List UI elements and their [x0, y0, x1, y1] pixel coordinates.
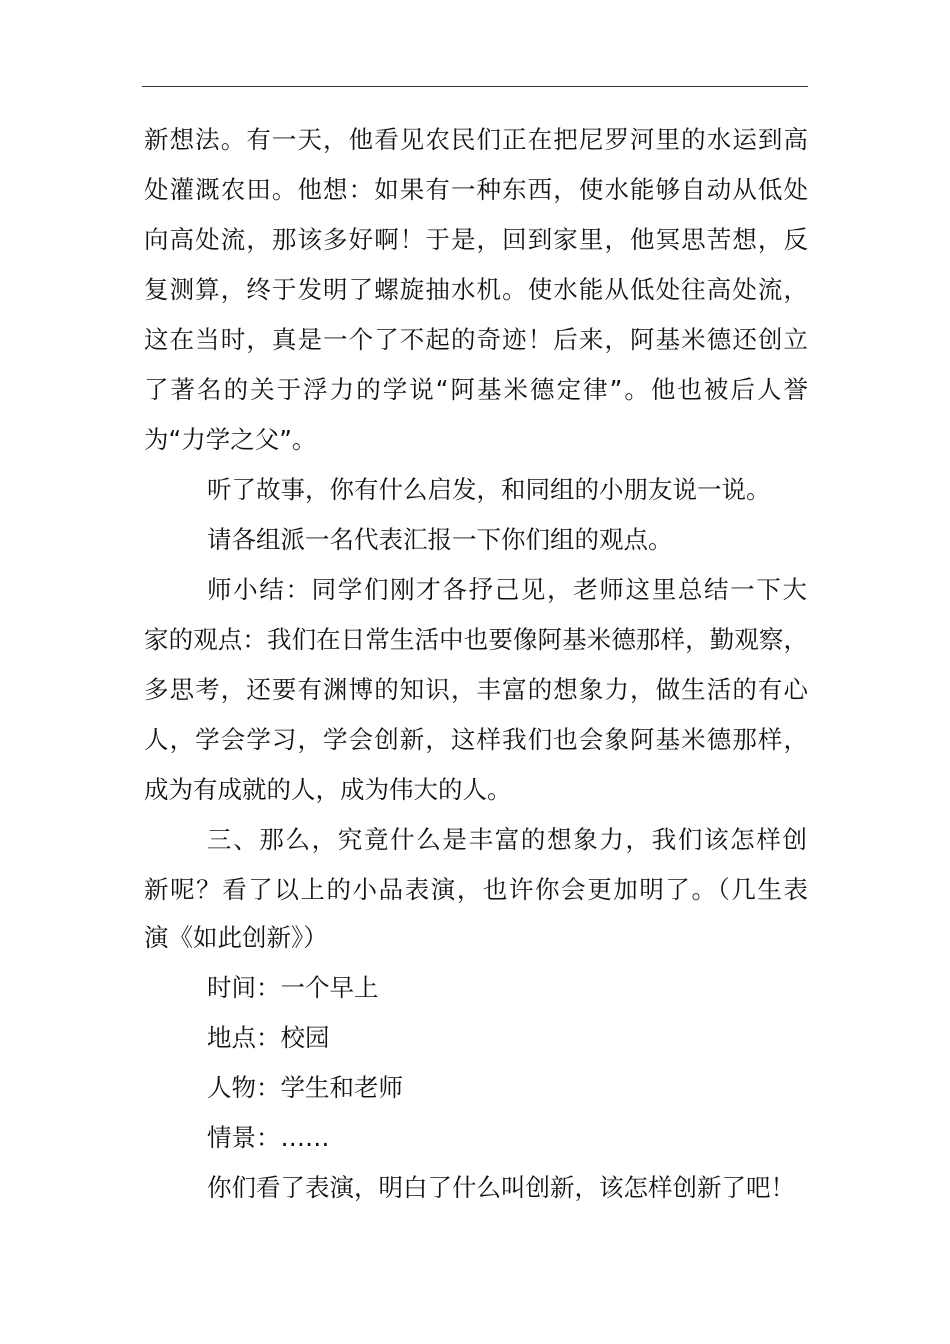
paragraph-line: 请各组派一名代表汇报一下你们组的观点。 — [207, 525, 673, 554]
paragraph-line: 三、那么，究竟什么是丰富的想象力，我们该怎样创 — [207, 825, 807, 854]
paragraph-line: 师小结：同学们刚才各抒己见，老师这里总结一下大 — [207, 575, 807, 604]
paragraph-line: 处灌溉农田。他想：如果有一种东西，使水能够自动从低处 — [144, 175, 808, 204]
paragraph-line: 新想法。有一天，他看见农民们正在把尼罗河里的水运到高 — [144, 125, 808, 154]
paragraph-line: 成为有成就的人，成为伟大的人。 — [144, 775, 512, 804]
paragraph-line: 新呢？看了以上的小品表演，也许你会更加明了。（几生表 — [144, 875, 808, 904]
script-place: 地点：校园 — [207, 1023, 330, 1052]
header-rule — [142, 86, 808, 87]
paragraph-line: 听了故事，你有什么启发，和同组的小朋友说一说。 — [207, 475, 771, 504]
paragraph-line: 家的观点：我们在日常生活中也要像阿基米德那样，勤观察， — [144, 625, 808, 654]
script-scene: 情景：…… — [207, 1123, 330, 1152]
paragraph-line: 了著名的关于浮力的学说“阿基米德定律”。他也被后人誉 — [144, 375, 808, 404]
paragraph-line: 多思考，还要有渊博的知识，丰富的想象力，做生活的有心 — [144, 675, 808, 704]
paragraph-line: 演《如此创新》） — [144, 923, 328, 952]
paragraph-line: 你们看了表演，明白了什么叫创新，该怎样创新了吧！ — [207, 1173, 795, 1202]
paragraph-line: 为“力学之父”。 — [144, 425, 317, 454]
paragraph-line: 向高处流，那该多好啊！于是，回到家里，他冥思苦想，反 — [144, 225, 808, 254]
script-characters: 人物：学生和老师 — [207, 1073, 403, 1102]
script-time: 时间：一个早上 — [207, 973, 379, 1002]
paragraph-line: 人，学会学习，学会创新，这样我们也会象阿基米德那样， — [144, 725, 808, 754]
paragraph-line: 这在当时，真是一个了不起的奇迹！后来，阿基米德还创立 — [144, 325, 808, 354]
paragraph-line: 复测算，终于发明了螺旋抽水机。使水能从低处往高处流， — [144, 275, 808, 304]
